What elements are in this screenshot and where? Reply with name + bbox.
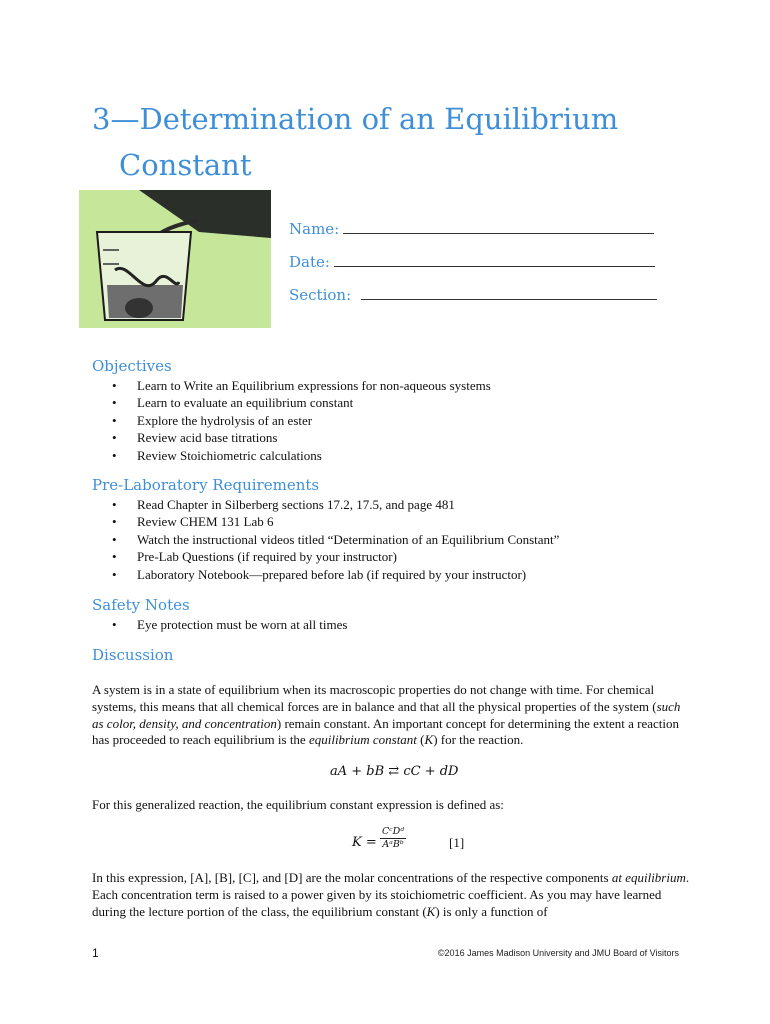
page-title [92, 96, 712, 188]
list-item: • Pre-Lab Questions (if required by your instructor) [112, 548, 559, 565]
discussion-paragraph-3 [92, 870, 692, 920]
name-field[interactable] [289, 205, 657, 238]
list-item: • Learn to evaluate an equilibrium constant [112, 394, 491, 411]
list-item: • Explore the hydrolysis of an ester [112, 412, 491, 429]
text-run: . Each concentration term is raised to a power given by its stoichiometric coefficient. As you may have learned during the lecture portion of the class, the equilibrium constant ( [92, 870, 690, 919]
title-line-2: Constant [119, 148, 252, 182]
list-item: • Learn to Write an Equilibrium expressions for non-aqueous systems [112, 377, 491, 394]
text-run-italic: K [426, 903, 436, 919]
text-run: ( [416, 732, 425, 748]
reaction-equation: aA + bB ⇄ cC + dD [330, 764, 459, 779]
list-item: • Eye protection must be worn at all times [112, 616, 347, 633]
k-lhs: K = [352, 835, 377, 850]
date-field[interactable] [289, 238, 657, 271]
beaker-pouring-image [79, 190, 271, 328]
section-label: Section: [289, 286, 352, 304]
text-run-italic: at equilibrium [611, 870, 686, 885]
date-line[interactable] [334, 265, 655, 267]
date-label: Date: [289, 253, 330, 271]
k-numerator: CᶜDᵈ [382, 826, 405, 837]
safety-list [112, 616, 347, 633]
discussion-heading: Discussion [92, 646, 174, 664]
list-item: • Review Stoichiometric calculations [112, 447, 491, 464]
title-line-1: 3—Determination of an Equilibrium [92, 102, 619, 136]
text-run: A system is in a state of equilibrium when its macroscopic properties do not change with time. For chemical systems, this means that all chemical forces are in balance and that all the physical properties of the system ( [92, 682, 657, 714]
list-item: • Watch the instructional videos titled “Determination of an Equilibrium Constant” [112, 531, 559, 548]
student-info-fields [289, 205, 657, 304]
prelab-heading: Pre-Laboratory Requirements [92, 476, 320, 494]
list-item: • Review acid base titrations [112, 429, 491, 446]
list-item: • Review CHEM 131 Lab 6 [112, 513, 559, 530]
text-run-italic: K [424, 732, 434, 748]
prelab-list [112, 496, 559, 583]
text-run: ) is only a function of [435, 903, 548, 919]
name-label: Name: [289, 220, 340, 238]
discussion-paragraph-1 [92, 682, 692, 749]
discussion-paragraph-2: For this generalized reaction, the equilibrium constant expression is defined as: [92, 797, 504, 812]
name-line[interactable] [343, 232, 654, 234]
copyright-notice: ©2016 James Madison University and JMU Board of Visitors [437, 948, 679, 958]
equation-number: [1] [449, 835, 465, 850]
text-run: ) for the reaction. [433, 732, 524, 748]
text-run-italic: equilibrium constant [308, 732, 417, 748]
k-denominator: AᵃBᵇ [382, 839, 404, 850]
list-item: • Read Chapter in Silberberg sections 17.2, 17.5, and page 481 [112, 496, 559, 513]
text-run-italic: such as color, density, and concentration [92, 698, 681, 731]
text-run: In this expression, [A], [B], [C], and [D] are the molar concentrations of the respective components [92, 870, 612, 885]
list-item: • Laboratory Notebook—prepared before lab (if required by your instructor) [112, 566, 559, 583]
section-field[interactable] [289, 271, 657, 304]
objectives-list [112, 377, 491, 464]
section-line[interactable] [361, 298, 657, 300]
k-fraction [380, 826, 406, 851]
text-run: ) remain constant. An important concept for determining the extent a reaction has proceeded to reach equilibrium is the [92, 715, 680, 748]
safety-heading: Safety Notes [92, 596, 190, 614]
page-number: 1 [92, 946, 99, 960]
objectives-heading: Objectives [92, 357, 172, 375]
